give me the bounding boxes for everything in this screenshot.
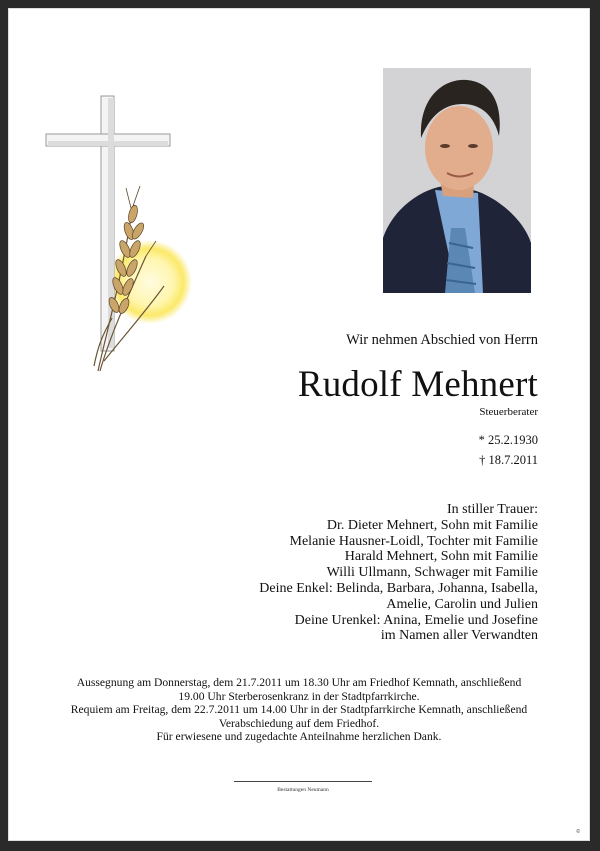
cross-with-wheat-icon bbox=[38, 86, 198, 386]
mourner-line: Harald Mehnert, Sohn mit Familie bbox=[344, 549, 538, 565]
copyright-mark: © bbox=[576, 829, 580, 835]
undertaker-name: Bestattungen Neumann bbox=[277, 787, 329, 793]
funeral-details bbox=[38, 676, 560, 744]
mourner-line: Melanie Hausner-Loidl, Tochter mit Familie bbox=[289, 533, 538, 549]
deceased-name: Rudolf Mehnert bbox=[297, 364, 538, 405]
funeral-line: Requiem am Freitag, dem 22.7.2011 um 14.00 Uhr in der Stadtpfarrkirche Kemnath, anschließend bbox=[70, 703, 528, 717]
death-date: † 18.7.2011 bbox=[479, 453, 538, 467]
farewell-intro: Wir nehmen Abschied von Herrn bbox=[346, 332, 538, 348]
mourner-line: Willi Ullmann, Schwager mit Familie bbox=[326, 565, 538, 581]
funeral-line: Aussegnung am Donnerstag, dem 21.7.2011 um 18.30 Uhr am Friedhof Kemnath, anschließend bbox=[76, 676, 522, 689]
divider-line bbox=[234, 781, 372, 782]
thanks-line: Für erwiesene und zugedachte Anteilnahme herzlichen Dank. bbox=[156, 730, 442, 744]
funeral-line: 19.00 Uhr Sterberosenkranz in der Stadtpfarrkirche. bbox=[178, 689, 420, 703]
mourner-line: im Namen aller Verwandten bbox=[380, 628, 538, 644]
portrait-photo bbox=[383, 68, 531, 293]
mourners-heading: In stiller Trauer: bbox=[447, 502, 538, 517]
mourner-line: Deine Urenkel: Anina, Emelie und Josefine bbox=[294, 612, 538, 628]
mourners-list bbox=[259, 502, 538, 644]
mourner-line: Amelie, Carolin und Julien bbox=[386, 596, 538, 612]
obituary-card bbox=[8, 8, 590, 841]
funeral-line: Verabschiedung auf dem Friedhof. bbox=[218, 716, 380, 730]
deceased-profession: Steuerberater bbox=[479, 406, 538, 418]
birth-date: * 25.2.1930 bbox=[478, 433, 538, 447]
mourner-line: Deine Enkel: Belinda, Barbara, Johanna, Isabella, bbox=[259, 580, 538, 596]
mourner-line: Dr. Dieter Mehnert, Sohn mit Familie bbox=[326, 517, 538, 533]
